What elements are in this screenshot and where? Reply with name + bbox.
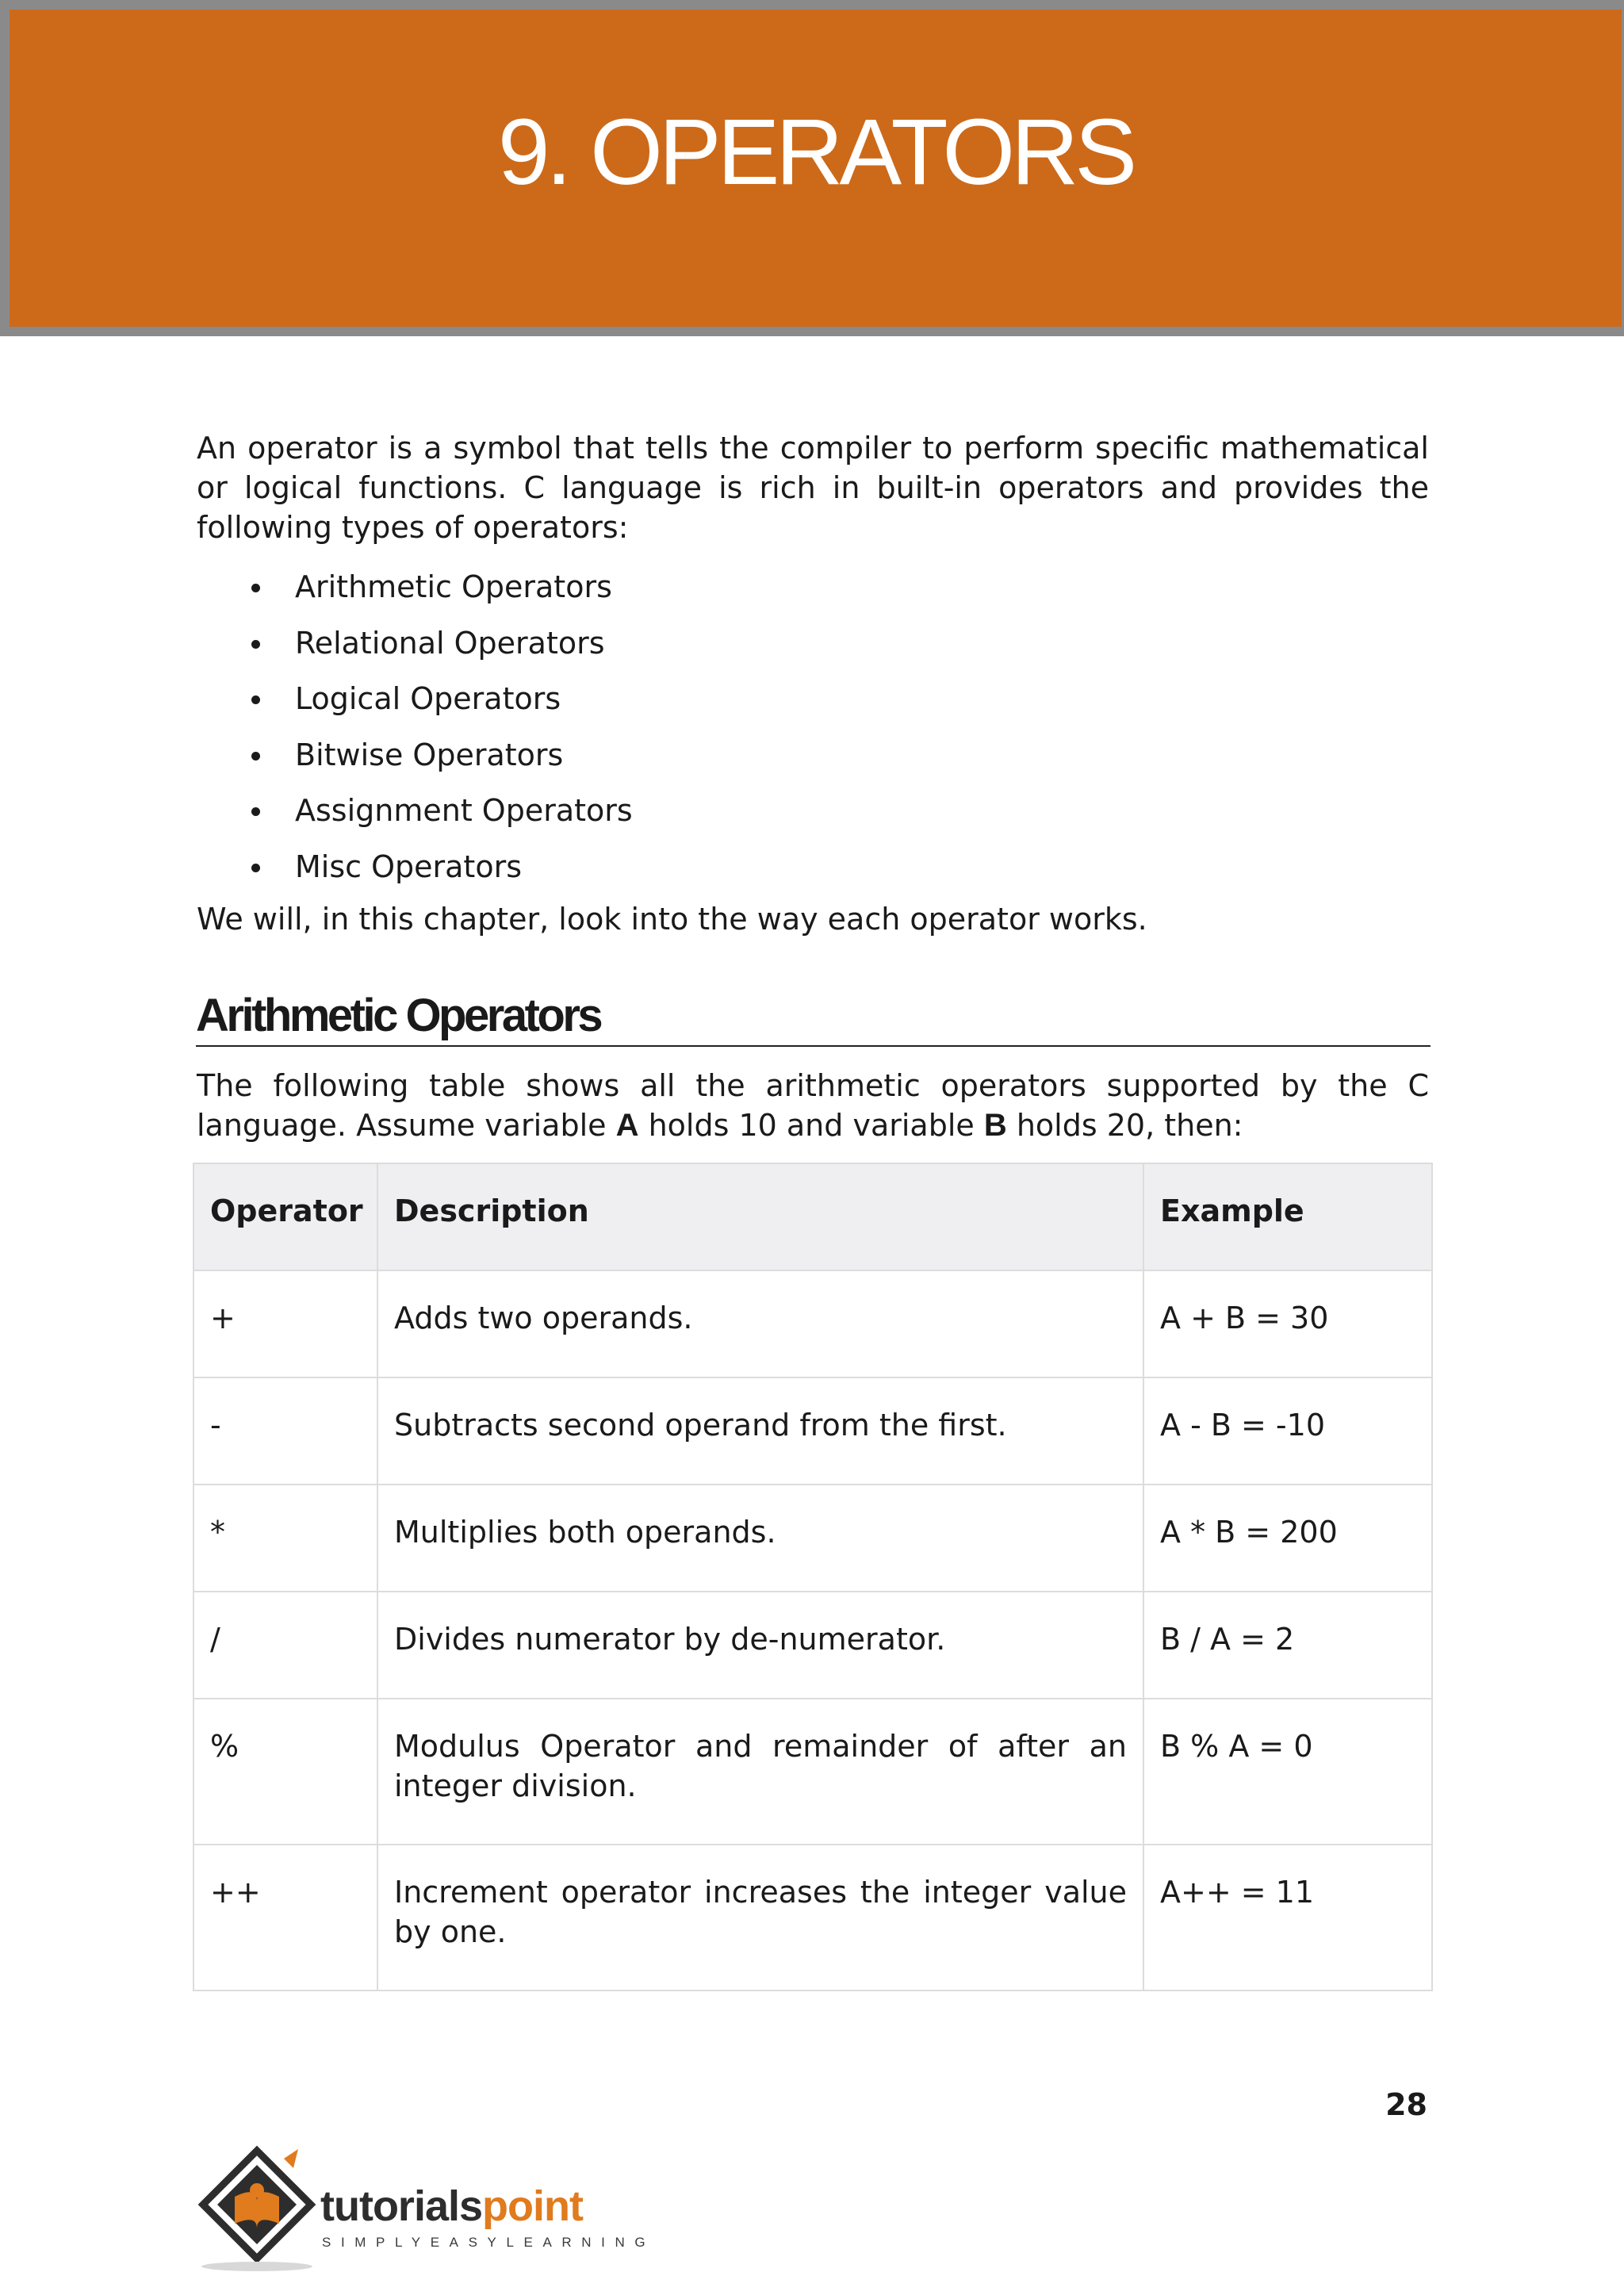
list-item bbox=[197, 783, 633, 839]
operator-cell: * bbox=[193, 1485, 377, 1592]
arithmetic-operators-table bbox=[193, 1163, 1433, 1991]
bullet-icon bbox=[251, 864, 260, 872]
list-item-label: Logical Operators bbox=[295, 681, 561, 717]
description-cell: Subtracts second operand from the first. bbox=[377, 1377, 1143, 1485]
example-cell: A++ = 11 bbox=[1143, 1845, 1432, 1990]
intro-paragraph: An operator is a symbol that tells the compiler to perform specific mathematical or logical functions. C language is rich in built-in operators and provides the following types of operators: bbox=[197, 431, 1429, 545]
table-row bbox=[193, 1592, 1432, 1699]
bullet-icon bbox=[251, 752, 260, 761]
logo-tagline: SIMPLYEASYLEARNING bbox=[322, 2235, 656, 2250]
example-cell: B / A = 2 bbox=[1143, 1592, 1432, 1699]
list-item-label: Assignment Operators bbox=[295, 793, 633, 829]
section-heading: Arithmetic Operators bbox=[196, 990, 1431, 1047]
list-item-label: Arithmetic Operators bbox=[295, 569, 612, 604]
table-row bbox=[193, 1699, 1432, 1845]
column-header-example: Example bbox=[1143, 1163, 1432, 1270]
description-cell: Adds two operands. bbox=[377, 1270, 1143, 1377]
operator-cell: / bbox=[193, 1592, 377, 1699]
operator-cell: - bbox=[193, 1377, 377, 1485]
table-row bbox=[193, 1485, 1432, 1592]
list-item-label: Misc Operators bbox=[295, 849, 523, 884]
description-cell: Multiplies both operands. bbox=[377, 1485, 1143, 1592]
chapter-banner bbox=[0, 0, 1624, 336]
operator-cell: % bbox=[193, 1699, 377, 1845]
example-cell: A + B = 30 bbox=[1143, 1270, 1432, 1377]
example-cell: B % A = 0 bbox=[1143, 1699, 1432, 1845]
list-item bbox=[197, 615, 633, 672]
variable-b: B bbox=[983, 1108, 1007, 1143]
operator-cell: ++ bbox=[193, 1845, 377, 1990]
list-item bbox=[197, 559, 633, 615]
description-cell: Increment operator increases the integer value by one. bbox=[377, 1845, 1143, 1990]
chapter-title: 9. OPERATORS bbox=[497, 100, 1134, 205]
outro-paragraph: We will, in this chapter, look into the way each operator works. bbox=[197, 902, 1147, 937]
column-header-operator: Operator bbox=[193, 1163, 377, 1270]
table-header-row bbox=[193, 1163, 1432, 1270]
chapter-banner-fill bbox=[10, 10, 1622, 327]
table-intro-paragraph bbox=[197, 1066, 1429, 1145]
page-number: 28 bbox=[1385, 2087, 1427, 2122]
list-item bbox=[197, 671, 633, 727]
table-intro-text: holds 10 and variable bbox=[638, 1108, 984, 1143]
example-cell: A - B = -10 bbox=[1143, 1377, 1432, 1485]
bullet-icon bbox=[251, 640, 260, 649]
example-cell: A * B = 200 bbox=[1143, 1485, 1432, 1592]
list-item bbox=[197, 727, 633, 784]
table-row bbox=[193, 1377, 1432, 1485]
operator-cell: + bbox=[193, 1270, 377, 1377]
table-intro-text: holds 20, then: bbox=[1006, 1108, 1243, 1143]
operator-types-list bbox=[197, 559, 633, 895]
list-item-label: Bitwise Operators bbox=[295, 737, 564, 772]
logo-word-point: point bbox=[482, 2182, 583, 2230]
description-cell: Modulus Operator and remainder of after an integer division. bbox=[377, 1699, 1143, 1845]
variable-a: A bbox=[615, 1108, 639, 1143]
list-item-label: Relational Operators bbox=[295, 625, 605, 661]
table-row bbox=[193, 1270, 1432, 1377]
bullet-icon bbox=[251, 807, 260, 816]
table-intro-text: The following table shows all the arithmetic operators supported by the C language. Assume variable bbox=[197, 1068, 1429, 1143]
logo-emblem-icon bbox=[195, 2141, 322, 2276]
list-item bbox=[197, 839, 633, 895]
logo-word-tutorials: tutorials bbox=[320, 2182, 483, 2230]
bullet-icon bbox=[251, 584, 260, 592]
table-row bbox=[193, 1845, 1432, 1990]
column-header-description: Description bbox=[377, 1163, 1143, 1270]
description-cell: Divides numerator by de-numerator. bbox=[377, 1592, 1143, 1699]
tutorialspoint-logo bbox=[195, 2141, 656, 2276]
bullet-icon bbox=[251, 695, 260, 704]
logo-wordmark bbox=[320, 2182, 583, 2230]
